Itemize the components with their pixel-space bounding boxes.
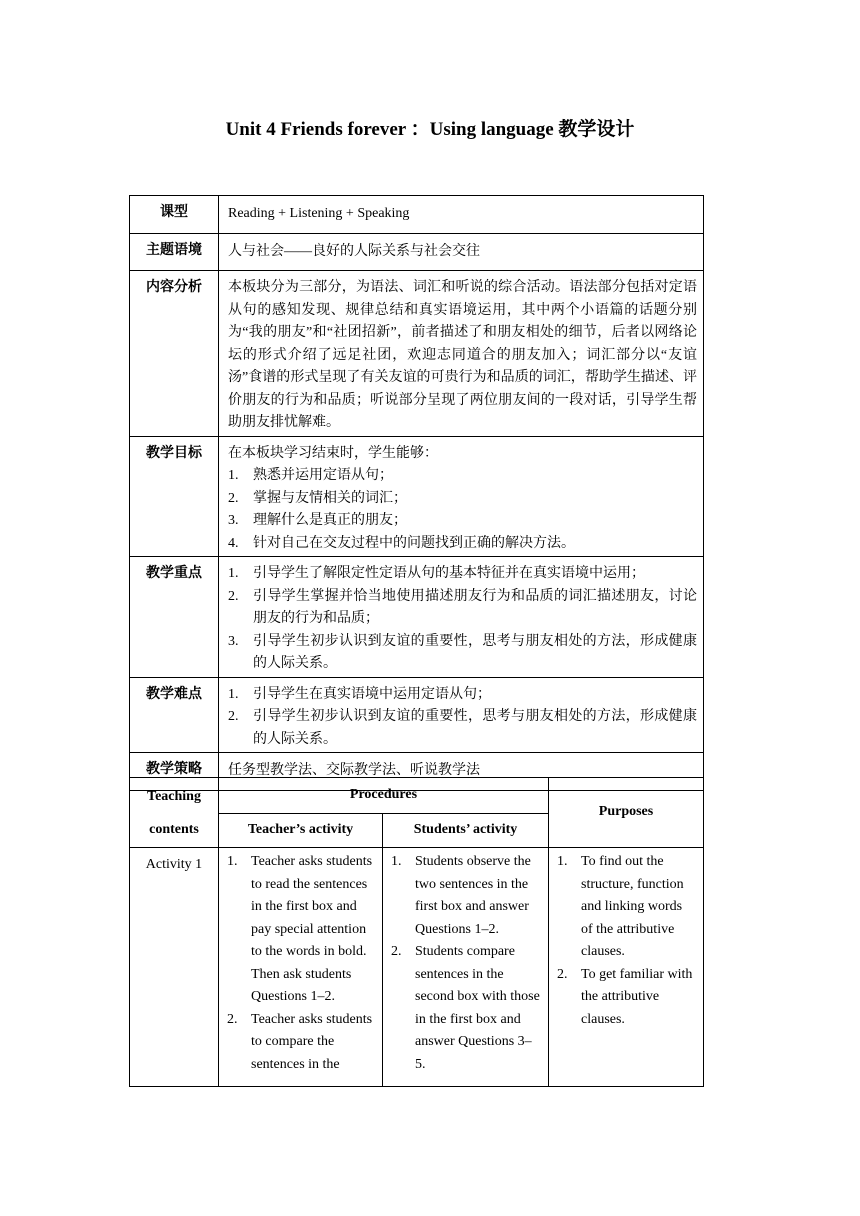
list-item: 1. Students observe the two sentences in the first box and answer Questions 1–2.: [391, 854, 531, 937]
list-item: 2. 掌握与友情相关的词汇；: [228, 490, 407, 506]
table-row: [130, 557, 704, 678]
list-item: 4. 针对自己在交友过程中的问题找到正确的解决方法。: [228, 535, 575, 551]
row-label: 教学策略: [130, 753, 219, 791]
procedure-table: [129, 777, 704, 1087]
table-row: [130, 848, 704, 1087]
table-row: [130, 436, 704, 557]
list-item: 1. To find out the structure, function and linking words of the attributive clauses.: [557, 854, 684, 959]
row-label: 主题语境: [130, 233, 219, 271]
table-row: [130, 677, 704, 753]
list-item: 2. 引导学生初步认识到友谊的重要性，思考与朋友相处的方法，形成健康的人际关系。: [228, 709, 697, 747]
row-label: 教学目标: [130, 436, 219, 557]
row-label: 教学重点: [130, 557, 219, 678]
teacher-activity-cell: [219, 848, 383, 1087]
table-row: [130, 271, 704, 437]
key-points-list: [228, 563, 697, 676]
table-header-row: [130, 778, 704, 814]
row-content: [219, 677, 704, 753]
list-item: 2. 引导学生掌握并恰当地使用描述朋友行为和品质的词汇描述朋友，讨论朋友的行为和品质；: [228, 588, 697, 626]
row-content: [219, 557, 704, 678]
purposes-cell: [549, 848, 704, 1087]
list-item: 2. To get familiar with the attributive clauses.: [557, 966, 693, 1027]
activity-label: Activity 1: [130, 848, 219, 1087]
table-row: [130, 196, 704, 234]
lesson-info-table: [129, 195, 704, 791]
teaching-contents-header: Teaching contents: [130, 778, 219, 848]
row-content: 本板块分为三部分，为语法、词汇和听说的综合活动。语法部分包括对定语从句的感知发现、规律总结和真实语境运用，其中两个小语篇的话题分别为“我的朋友”和“社团招新”，前者描述了和朋友相处的细节，后者以网络论坛的形式介绍了远足社团，欢迎志同道合的朋友加入；词汇部分以“友谊汤”食谱的形式呈现了有关友谊的可贵行为和品质的词汇，帮助学生描述、评价朋友的行为和品质；听说部分呈现了两位朋友间的一段对话，引导学生帮助朋友排忧解难。: [219, 271, 704, 437]
row-label: 教学难点: [130, 677, 219, 753]
table-row: [130, 233, 704, 271]
document-title: Unit 4 Friends forever ：Using language 教学设计: [225, 119, 635, 140]
list-item: 2. Teacher asks students to compare the sentences in the: [227, 1011, 373, 1072]
students-activity-header: Students’ activity: [383, 814, 549, 848]
teacher-activity-header: Teacher’s activity: [219, 814, 383, 848]
procedures-header: Procedures: [219, 778, 549, 814]
row-label: 内容分析: [130, 271, 219, 437]
list-item: 1. 引导学生在真实语境中运用定语从句；: [228, 686, 491, 702]
difficult-points-list: [228, 684, 697, 752]
list-item: 1. Teacher asks students to read the sentences in the first box and pay special attention to the words in bold. Then ask students Questions 1–2.: [227, 854, 373, 1004]
row-content: 人与社会——良好的人际关系与社会交往: [219, 233, 704, 271]
purposes-header: Purposes: [549, 778, 704, 848]
objectives-intro: 在本板块学习结束时，学生能够：: [228, 445, 438, 461]
list-item: 2. Students compare sentences in the second box with those in the first box and answer Questions 3–5.: [391, 944, 540, 1072]
row-content: 任务型教学法、交际教学法、听说教学法: [219, 753, 704, 791]
students-activity-cell: [383, 848, 549, 1087]
row-content: [219, 436, 704, 557]
list-item: 1. 熟悉并运用定语从句；: [228, 468, 393, 483]
list-item: 1. 引导学生了解限定性定语从句的基本特征并在真实语境中运用；: [228, 566, 645, 581]
row-label: 课型: [130, 196, 219, 234]
list-item: 3. 理解什么是真正的朋友；: [228, 513, 407, 528]
objectives-list: [228, 465, 697, 555]
row-content: Reading + Listening + Speaking: [219, 196, 704, 234]
list-item: 3. 引导学生初步认识到友谊的重要性，思考与朋友相处的方法，形成健康的人际关系。: [228, 633, 697, 671]
